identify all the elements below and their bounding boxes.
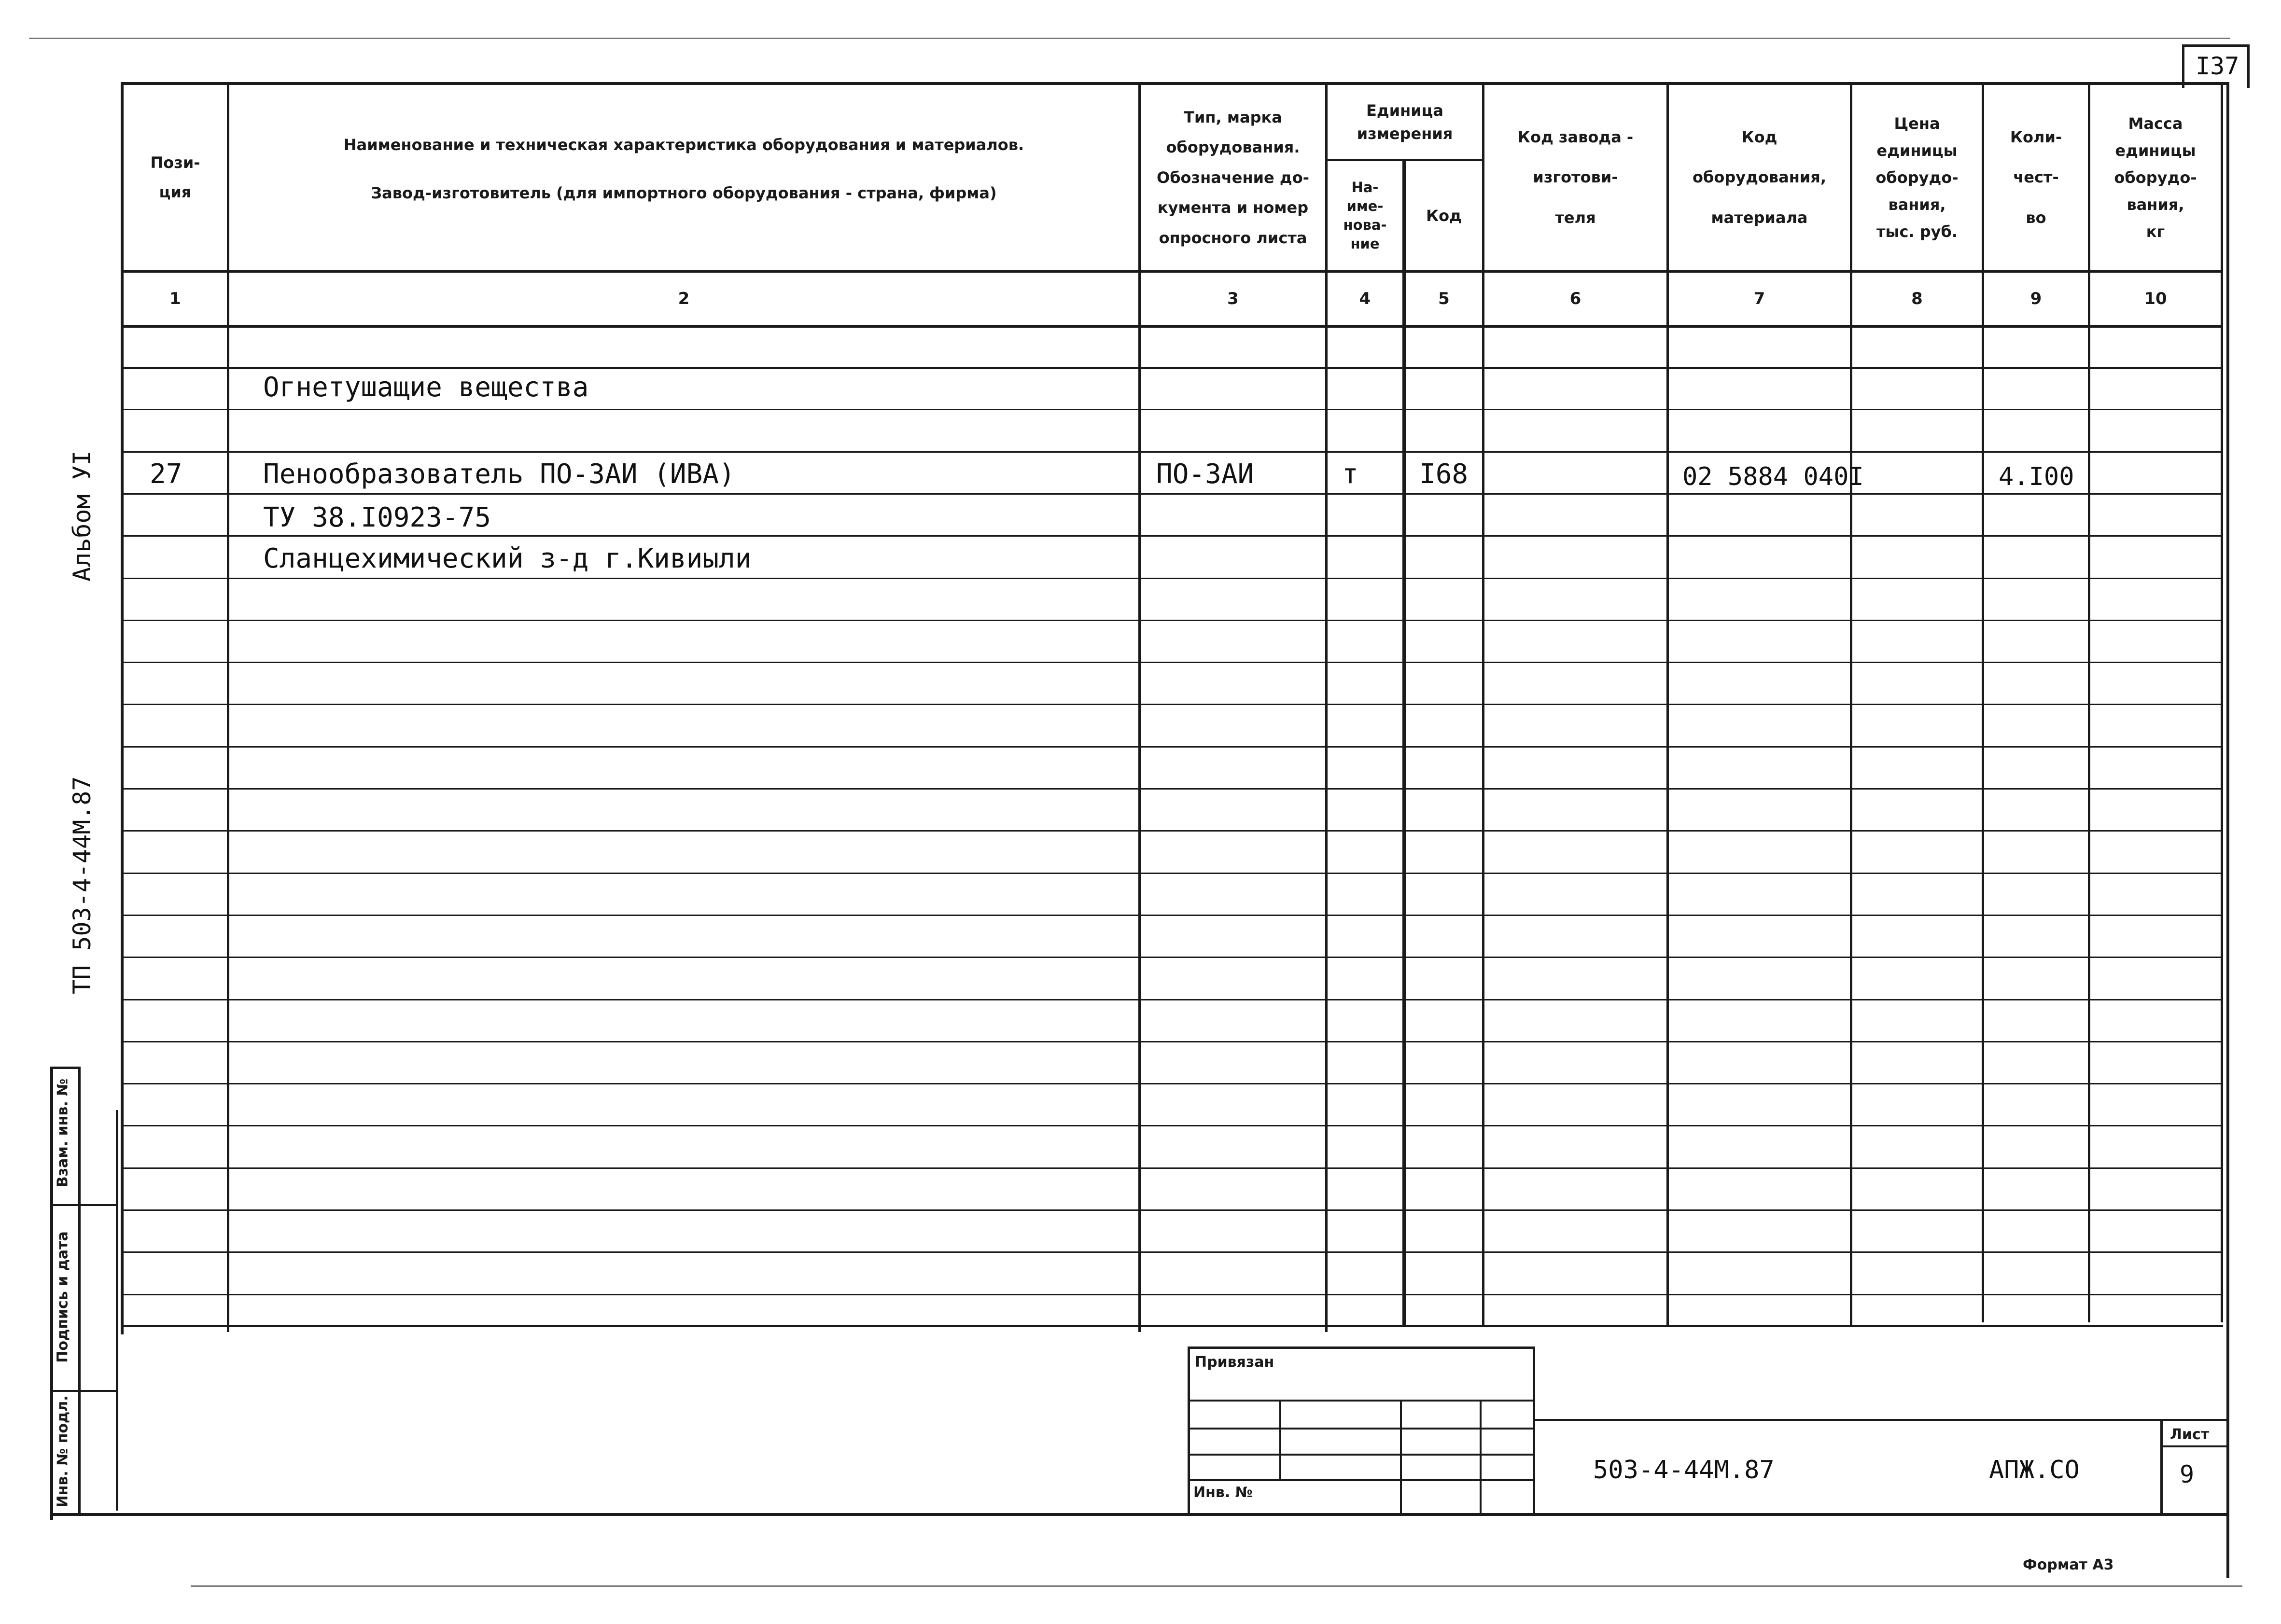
colnum-5: 5 [1438, 289, 1450, 308]
table-row-line [124, 788, 2221, 790]
sign-label: Подпись и дата [54, 1231, 71, 1363]
table-row-line [124, 704, 2221, 705]
stamp-row2 [1188, 1428, 1535, 1430]
item-equipment-code: 02 5884 040I [1682, 462, 1864, 491]
project-label: ТП 503-4-44М.87 [68, 776, 96, 994]
header-type: Тип, марка оборудования. Обозначение до- кумента и номер опросного листа [1157, 108, 1309, 247]
margin-stamp-right2 [116, 1110, 118, 1511]
stamp-row1 [1188, 1400, 1535, 1402]
table-row-line [124, 873, 2221, 874]
vzam-label: Взам. инв. № [54, 1078, 71, 1188]
table-bottom-line [121, 1325, 2223, 1327]
margin-stamp-right [78, 1067, 81, 1515]
item-name: Пенообразователь ПО-ЗАИ (ИВА) [263, 458, 735, 490]
item-unit-code: I68 [1419, 458, 1469, 490]
colnum-8: 8 [1911, 289, 1923, 308]
colnum-1: 1 [169, 289, 181, 308]
stamp-row3 [1188, 1454, 1535, 1456]
stamp-sheet-number: 9 [2180, 1460, 2195, 1488]
stamp-row4 [1188, 1479, 1535, 1481]
page-number-box-right [2247, 44, 2250, 88]
album-label: Альбом УI [68, 451, 96, 582]
colnum-7: 7 [1753, 289, 1765, 308]
page-number-box-left [2182, 44, 2184, 88]
table-row-line [124, 1167, 2221, 1169]
table-row-line [124, 493, 2221, 495]
item-position: 27 [150, 458, 182, 490]
stamp-sheet-label: Лист [2170, 1426, 2210, 1443]
table-row-line [124, 662, 2221, 663]
item-type: ПО-ЗАИ [1156, 458, 1254, 490]
item-unit: т [1342, 458, 1358, 490]
header-position: Пози- ция [150, 153, 200, 201]
stamp-attached-left [1188, 1346, 1190, 1515]
table-row-line [124, 1125, 2221, 1126]
stamp-inv-label: Инв. № [1193, 1484, 1253, 1501]
colnum-4: 4 [1359, 289, 1371, 308]
bottom-edge-line [191, 1585, 2242, 1587]
stamp-sheet-left [2160, 1419, 2163, 1515]
item-maker: Сланцехимический з-д г.Кивиыли [263, 543, 752, 574]
header-unit-code: Код [1426, 206, 1462, 225]
table-row-line [124, 367, 2221, 369]
table-row-line [124, 746, 2221, 748]
table-row-line [124, 915, 2221, 916]
table-row-line [124, 1251, 2221, 1253]
table-row-line [124, 535, 2221, 537]
table-row-line [124, 957, 2221, 958]
header-name-line2: Завод-изготовитель (для импортного оборудования - страна, фирма) [371, 183, 997, 202]
header-price: Цена единицы оборудо- вания, тыс. руб. [1875, 114, 1959, 241]
item-quantity: 4.I00 [1999, 462, 2074, 491]
col10-right [2221, 82, 2223, 1322]
stamp-doc-code: 503-4-44М.87 [1593, 1456, 1775, 1485]
header-maker-code: Код завода - изготови- теля [1517, 128, 1634, 227]
inv-label: Инв. № подл. [54, 1395, 71, 1508]
section-title: Огнетушащие вещества [263, 372, 589, 403]
col4-right [1402, 159, 1406, 1327]
header-name-line1: Наименование и техническая характеристика оборудования и материалов. [343, 135, 1024, 154]
colnum-2: 2 [678, 289, 690, 308]
stamp-mark: АПЖ.СО [1989, 1456, 2080, 1485]
margin-stamp-left [50, 1067, 53, 1515]
table-row-line [124, 620, 2221, 621]
page-number-box-top [2182, 44, 2250, 47]
header-mass: Масса единицы оборудо- вания, кг [2114, 114, 2197, 241]
colnum-10: 10 [2144, 289, 2167, 308]
frame-bottom [50, 1513, 2229, 1516]
table-row-line [124, 1083, 2221, 1084]
table-row-line [124, 999, 2221, 1000]
margin-stamp-div1 [50, 1204, 118, 1206]
table-row-line [124, 1294, 2221, 1295]
stamp-col3 [1480, 1400, 1482, 1513]
header-quantity: Коли- чест- во [2010, 128, 2062, 227]
stamp-title-top [1535, 1419, 2228, 1421]
stamp-col2 [1400, 1400, 1402, 1513]
stamp-attached-top [1188, 1346, 1535, 1349]
top-edge-line [29, 38, 2230, 39]
table-row-line [124, 578, 2221, 579]
table-row-line [124, 1209, 2221, 1211]
header-unit-group: Единица измерения [1357, 101, 1453, 143]
table-row-line [124, 451, 2221, 453]
table-row-line [124, 1041, 2221, 1042]
stamp-attached-right [1533, 1346, 1535, 1515]
header-unit-name: На- име- нова- ние [1343, 179, 1387, 252]
frame-right [2226, 82, 2229, 1578]
colnum-9: 9 [2030, 289, 2042, 308]
colnum-bottom [121, 325, 2223, 328]
format-label: Формат А3 [2023, 1556, 2114, 1573]
header-equipment-code: Код оборудования, материала [1693, 128, 1826, 227]
colnum-3: 3 [1227, 289, 1239, 308]
col1-right [227, 82, 229, 1332]
table-row-line [124, 409, 2221, 410]
table-row-line [124, 830, 2221, 832]
stamp-sheet-div [2160, 1445, 2228, 1447]
colnum-6: 6 [1569, 289, 1581, 308]
stamp-attached-label: Привязан [1195, 1354, 1274, 1371]
stamp-col1 [1279, 1400, 1281, 1479]
page-number: I37 [2196, 52, 2239, 80]
item-spec: ТУ 38.I0923-75 [263, 502, 491, 533]
